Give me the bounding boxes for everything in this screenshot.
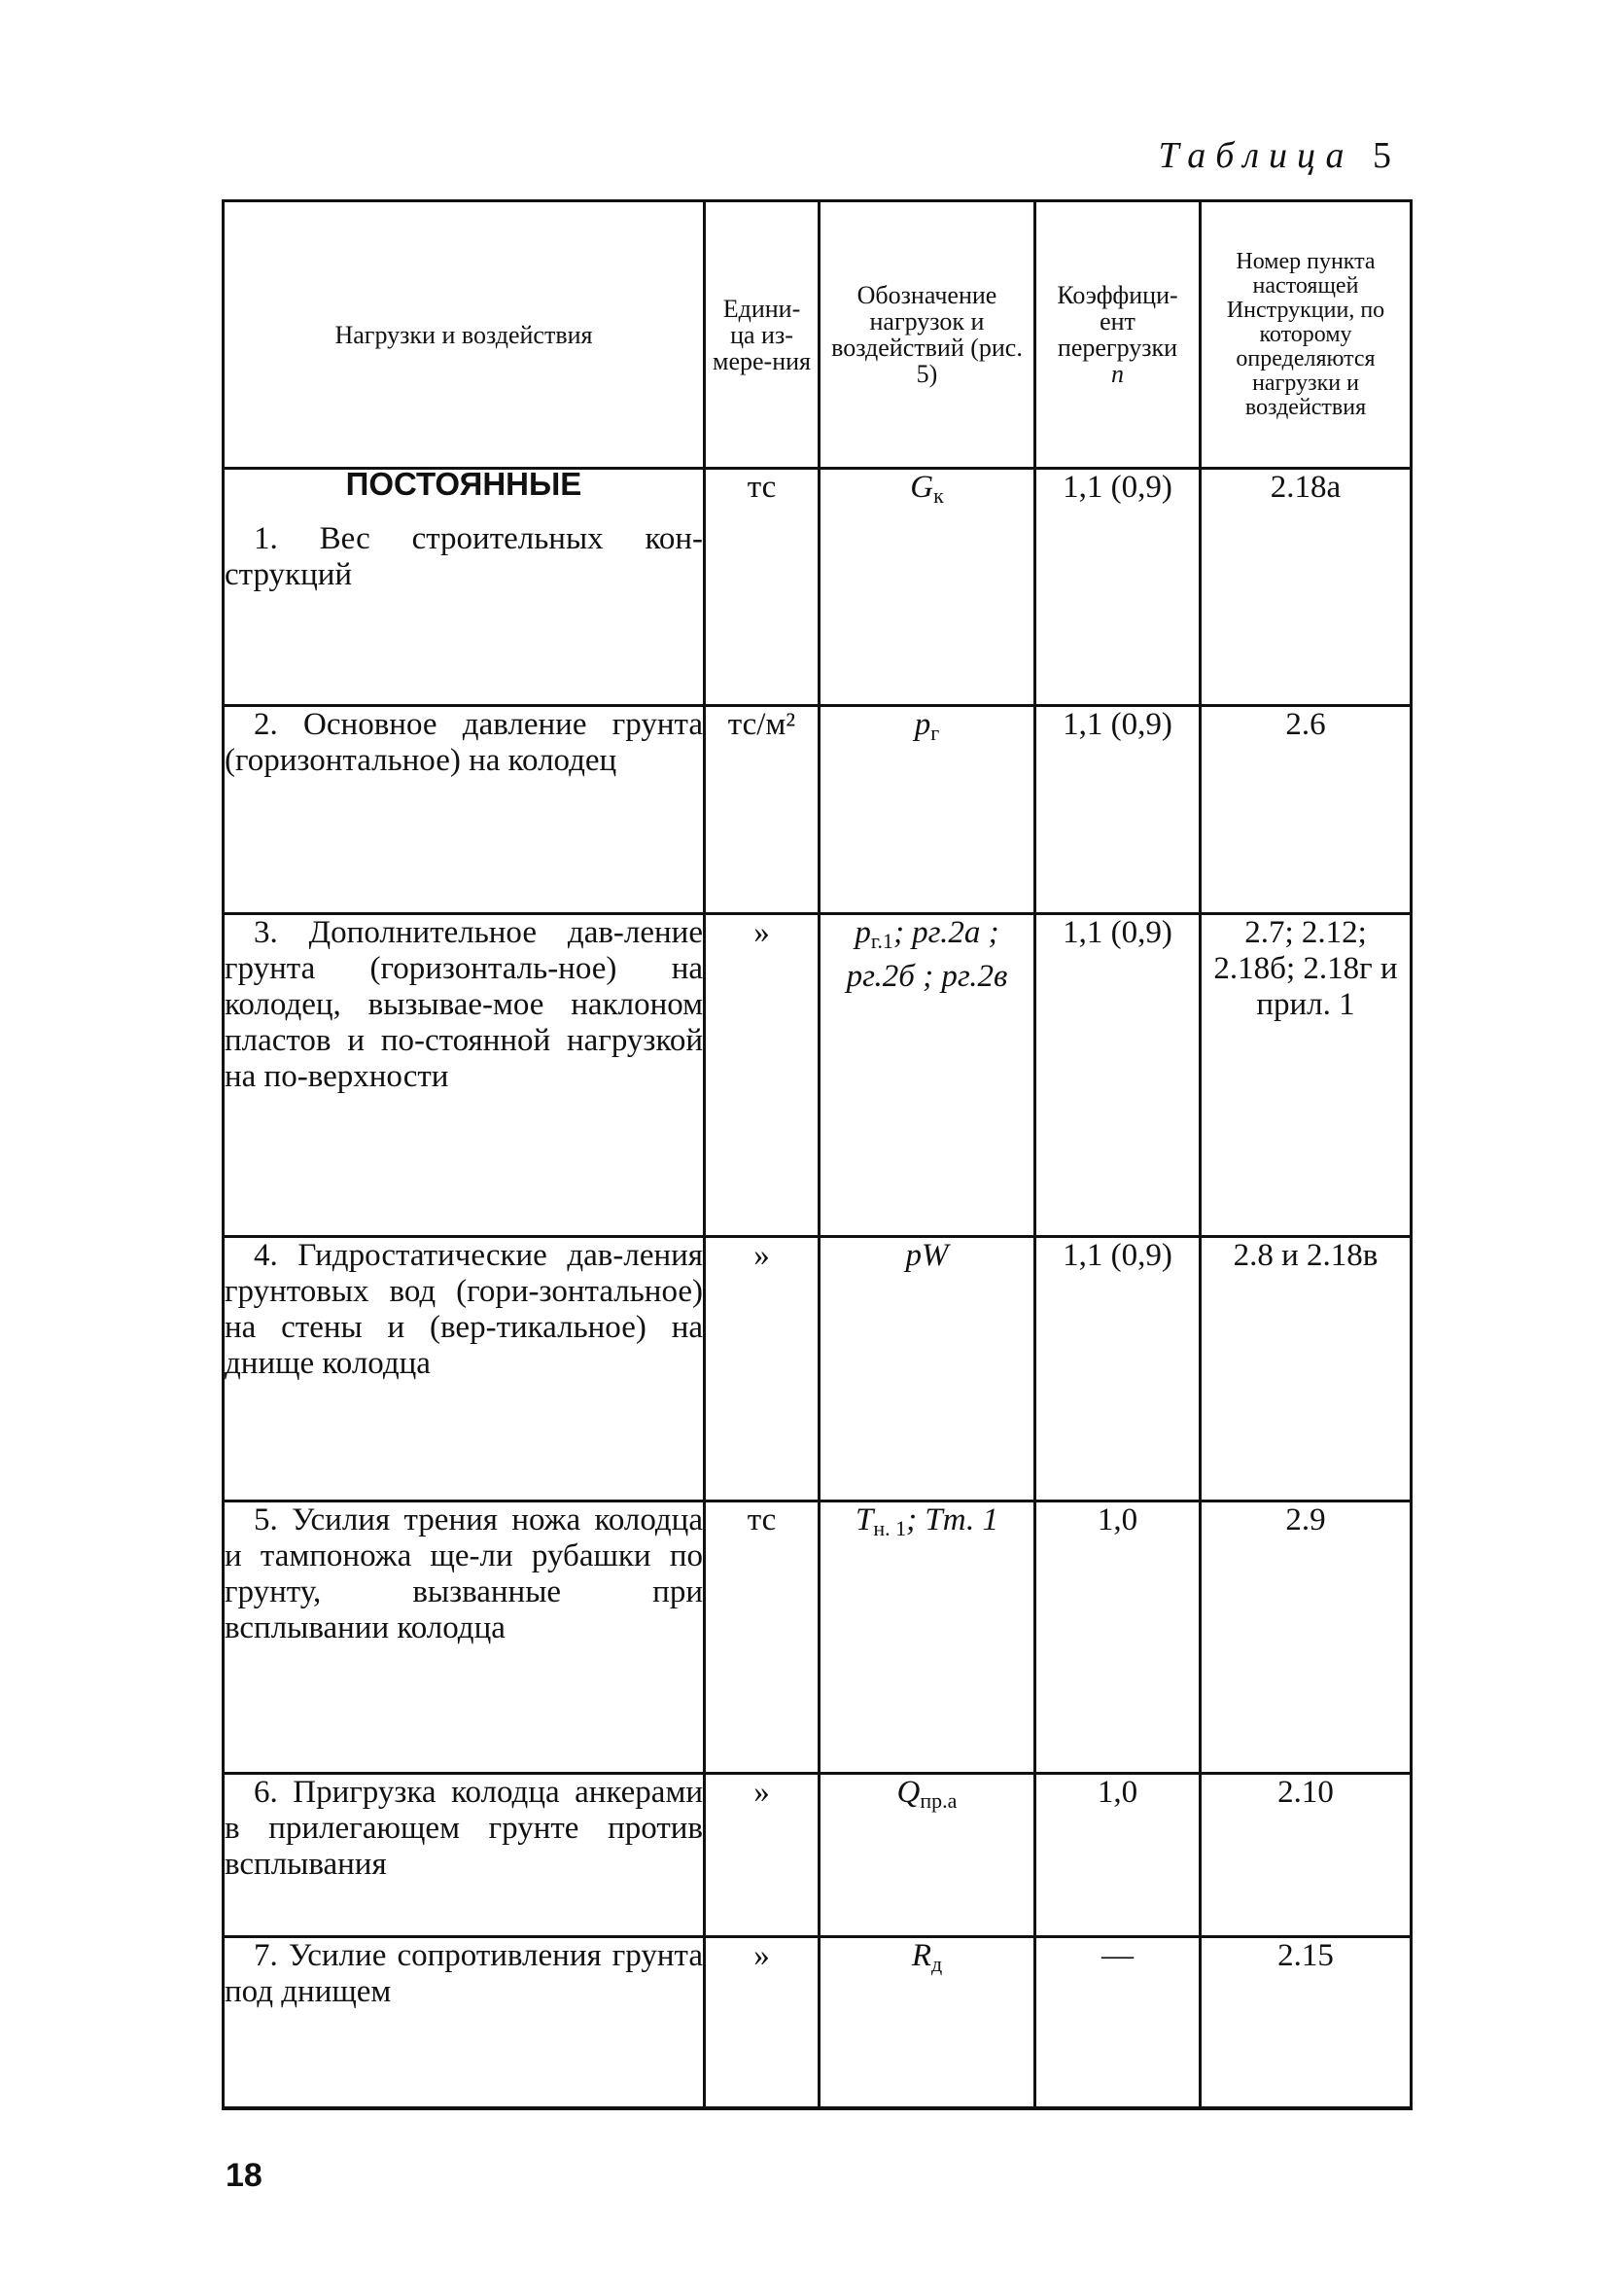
- table-caption-word: Таблица: [1158, 135, 1354, 176]
- load-description: 4. Гидростатические дав-ления грунтовых вод (гори-зонтальное) на стены и (вер-тикальное) на днище колодца: [225, 1238, 703, 1381]
- designation-cell: [820, 1237, 1035, 1501]
- clause-reference-cell: 2.10: [1201, 1774, 1412, 1937]
- clause-reference-cell: 2.6: [1201, 706, 1412, 914]
- table-row: [224, 914, 1412, 1237]
- coefficient-cell: —: [1035, 1937, 1201, 2108]
- load-description: 6. Пригрузка колодца анкерами в прилегающем грунте против всплывания: [225, 1775, 703, 1882]
- clause-reference-cell: 2.7; 2.12; 2.18б; 2.18г и прил. 1: [1201, 914, 1412, 1237]
- header-coefficient: [1035, 201, 1201, 469]
- table-row: [224, 469, 1412, 706]
- clause-reference-cell: 2.15: [1201, 1937, 1412, 2108]
- header-row: [224, 201, 1412, 469]
- load-description-cell: [224, 1501, 705, 1774]
- load-description: 5. Усилия трения ножа колодца и тампоножа ще-ли рубашки по грунту, вызванные при всплывании колодца: [225, 1502, 703, 1645]
- table-row: [224, 1937, 1412, 2108]
- designation-symbol: p: [855, 915, 871, 950]
- designation-symbol: G: [910, 470, 934, 505]
- header-coefficient-text: Коэффици-ент перегрузки: [1057, 281, 1178, 362]
- loads-table: [222, 199, 1413, 2110]
- clause-reference-cell: 2.18а: [1201, 469, 1412, 706]
- designation-subscript: д: [930, 1952, 943, 1976]
- header-designation: Обозначение нагрузок и воздействий (рис. 5): [820, 201, 1035, 469]
- designation-symbol: Q: [896, 1775, 921, 1810]
- designation-symbol: R: [911, 1938, 931, 1973]
- table-caption-number: 5: [1373, 135, 1391, 176]
- unit-cell: »: [705, 1937, 820, 2108]
- designation-cell: [820, 706, 1035, 914]
- table-row: [224, 1237, 1412, 1501]
- load-description: 2. Основное давление грунта (горизонтальное) на колодец: [225, 707, 703, 778]
- table-row: [224, 706, 1412, 914]
- load-description-cell: [224, 1937, 705, 2108]
- unit-cell: тс: [705, 1501, 820, 1774]
- designation-subscript: пр.а: [920, 1788, 958, 1813]
- unit-cell: тс: [705, 469, 820, 706]
- header-loads: Нагрузки и воздействия: [224, 201, 705, 469]
- designation-symbol: p: [914, 707, 931, 742]
- designation-rest: ; Tт. 1: [906, 1502, 998, 1537]
- header-clause: Номер пункта настоящей Инструкции, по которому определяются нагрузки и воздействия: [1201, 201, 1412, 469]
- coefficient-cell: 1,0: [1035, 1501, 1201, 1774]
- coefficient-cell: 1,0: [1035, 1774, 1201, 1937]
- designation-cell: [820, 469, 1035, 706]
- clause-reference-cell: 2.9: [1201, 1501, 1412, 1774]
- designation-symbol: T: [856, 1502, 874, 1537]
- unit-cell: »: [705, 1237, 820, 1501]
- designation-cell: [820, 914, 1035, 1237]
- load-description-cell: [224, 914, 705, 1237]
- header-coefficient-symbol: n: [1111, 360, 1124, 388]
- unit-cell: тс/м²: [705, 706, 820, 914]
- page-number: 18: [226, 2157, 262, 2194]
- load-description-cell: [224, 1237, 705, 1501]
- coefficient-cell: 1,1 (0,9): [1035, 914, 1201, 1237]
- table-caption: [1159, 134, 1391, 177]
- unit-cell: »: [705, 914, 820, 1237]
- clause-reference-cell: 2.8 и 2.18в: [1201, 1237, 1412, 1501]
- designation-cell: [820, 1937, 1035, 2108]
- load-description: 1. Вес строительных кон-струкций: [225, 521, 703, 592]
- designation-subscript: г.1: [870, 929, 893, 953]
- load-description: 7. Усилие сопротивления грунта под днищем: [225, 1938, 703, 2009]
- designation-rest: ; pг.2а ; pг.2б ; pг.2в: [846, 915, 1008, 994]
- coefficient-cell: 1,1 (0,9): [1035, 1237, 1201, 1501]
- header-unit: Едини-ца из-мере-ния: [705, 201, 820, 469]
- designation-symbol: pW: [905, 1238, 949, 1273]
- load-description-cell: [224, 1774, 705, 1937]
- load-description-cell: [224, 466, 705, 706]
- load-description: 3. Дополнительное дав-ление грунта (горизонталь-ное) на колодец, вызывае-мое наклоном пластов и по-стоянной нагрузкой на по-верхности: [225, 915, 703, 1094]
- designation-subscript: г: [930, 721, 940, 745]
- coefficient-cell: 1,1 (0,9): [1035, 706, 1201, 914]
- table-row: [224, 1501, 1412, 1774]
- unit-cell: »: [705, 1774, 820, 1937]
- designation-cell: [820, 1774, 1035, 1937]
- table-row: [224, 1774, 1412, 1937]
- coefficient-cell: 1,1 (0,9): [1035, 469, 1201, 706]
- load-description-cell: [224, 706, 705, 914]
- designation-cell: [820, 1501, 1035, 1774]
- designation-subscript: н. 1: [873, 1516, 907, 1540]
- designation-subscript: к: [933, 483, 944, 508]
- section-heading: ПОСТОЯННЫЕ: [345, 466, 582, 502]
